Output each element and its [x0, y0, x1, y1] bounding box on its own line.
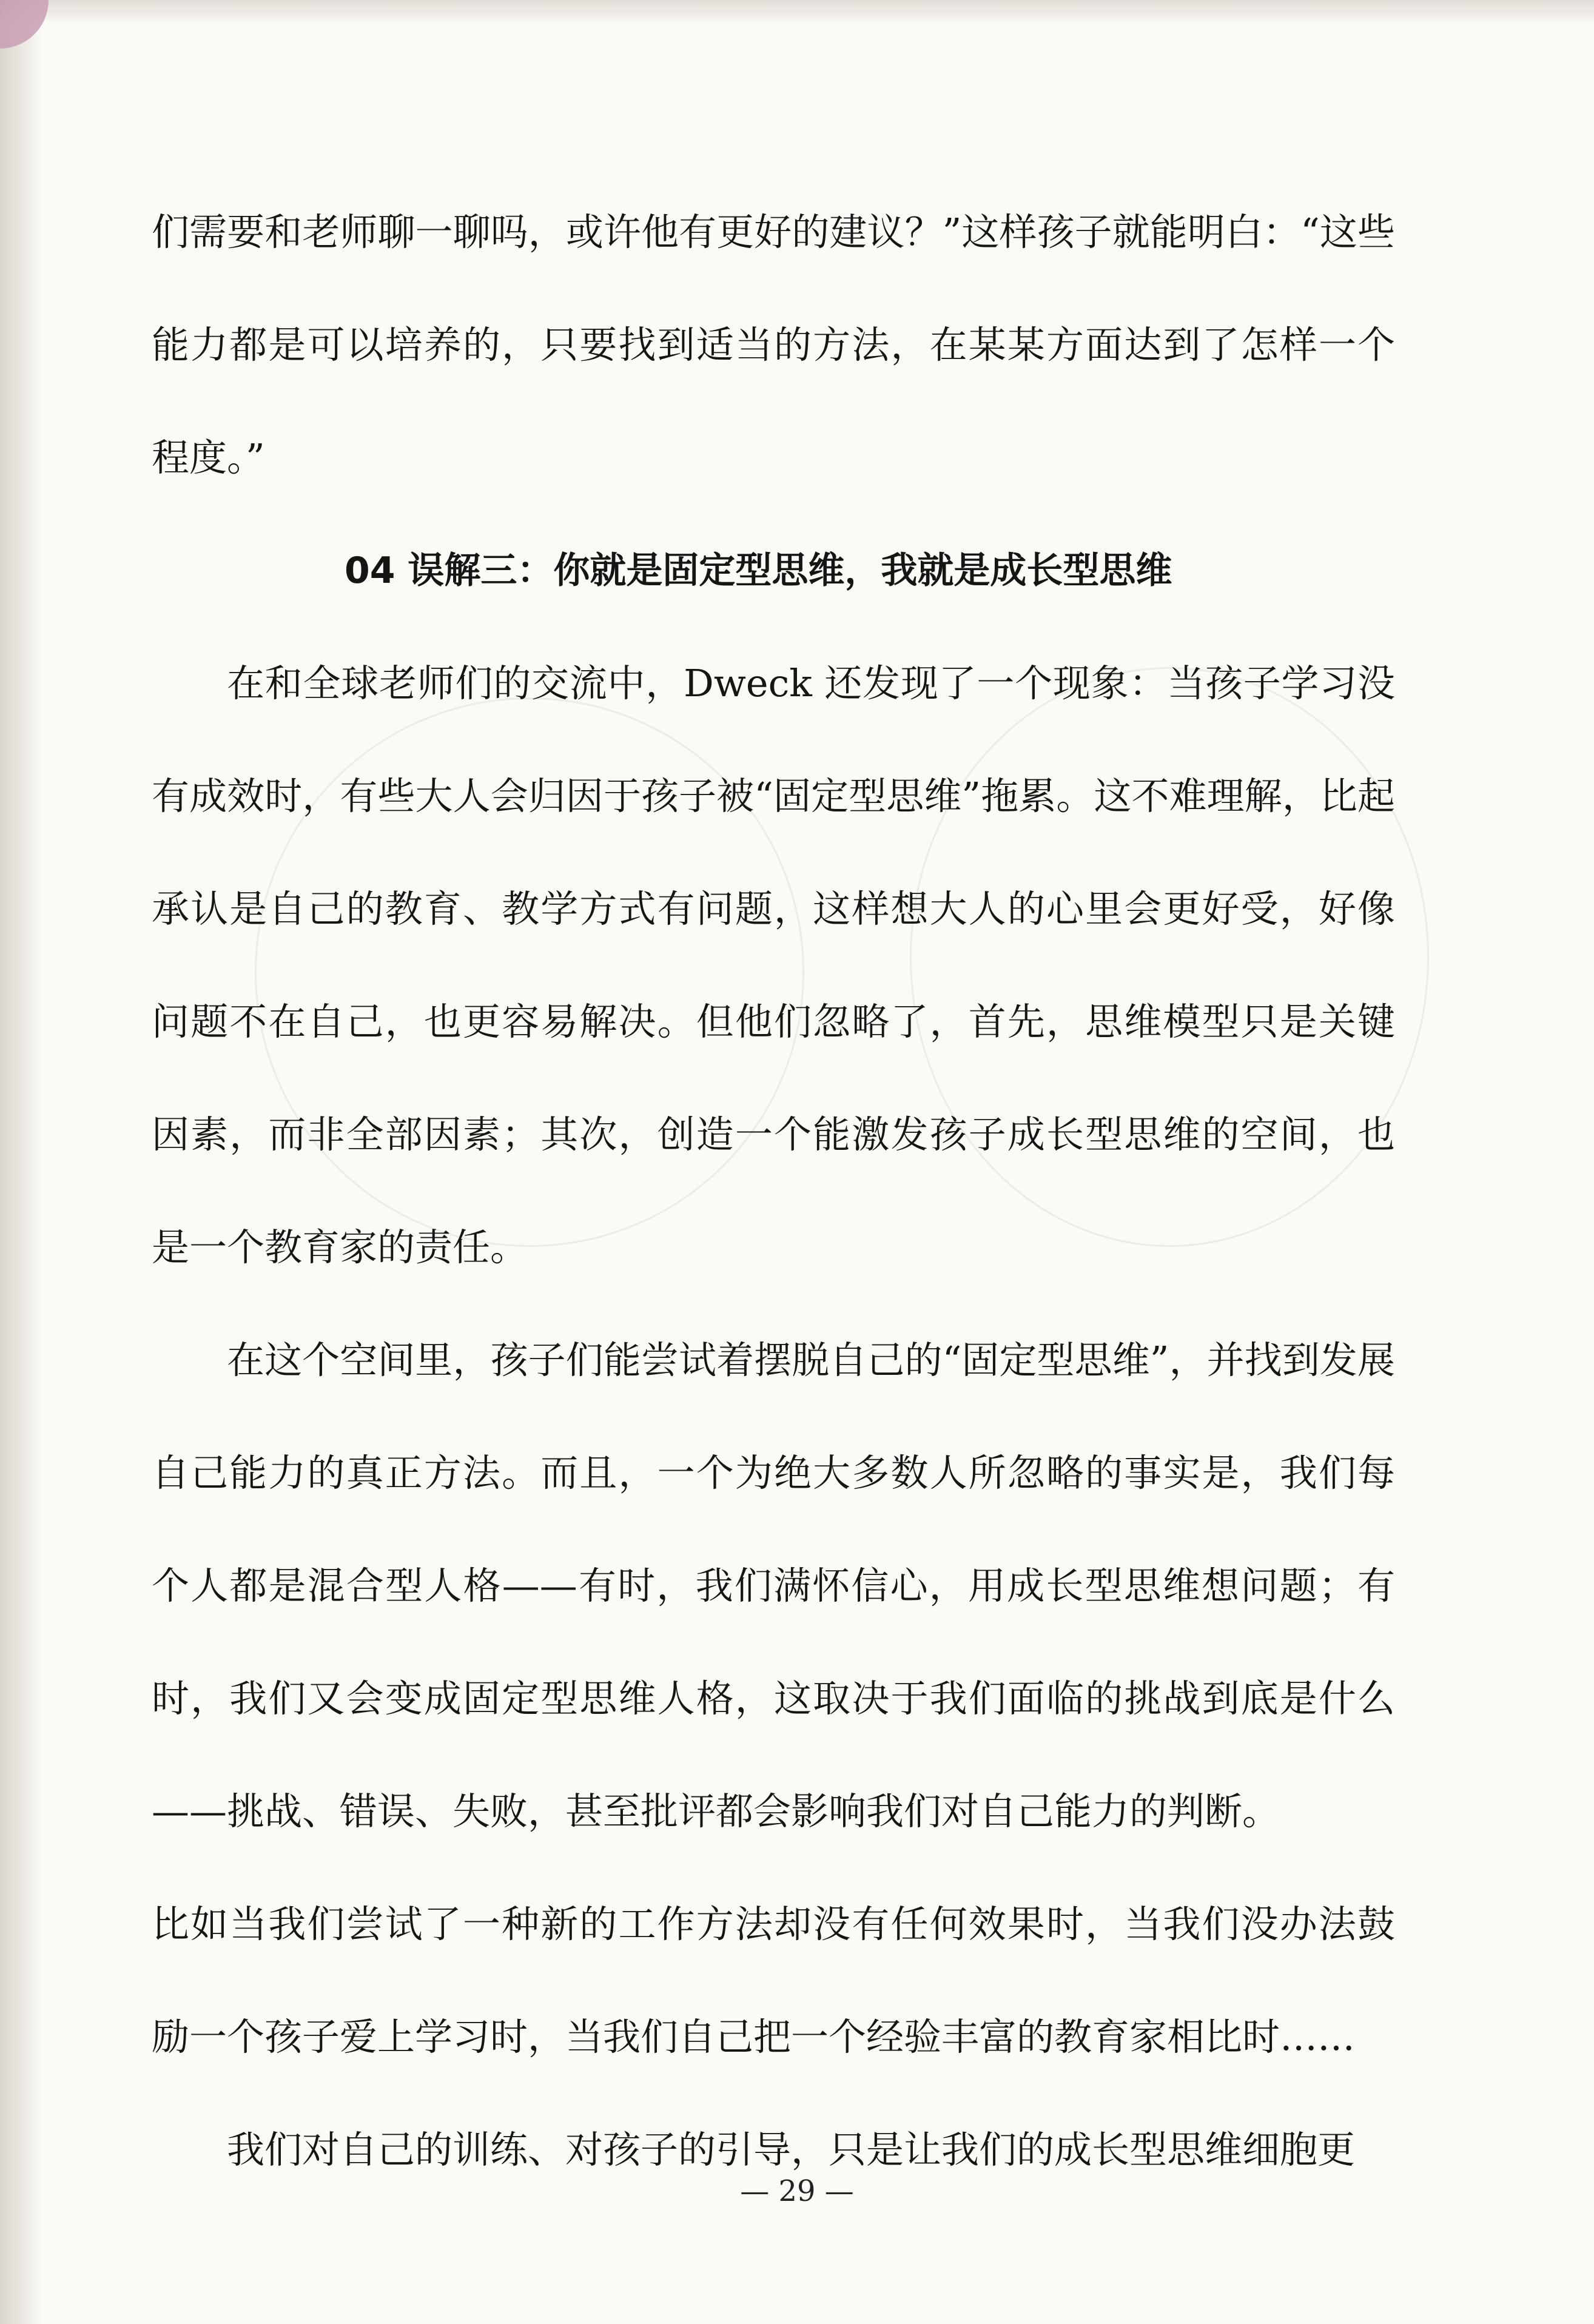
- page-number: — 29 —: [740, 2174, 854, 2208]
- text-line: ——挑战、错误、失败，甚至批评都会影响我们对自己能力的判断。: [152, 1789, 1280, 1833]
- text-line: 在这个空间里，孩子们能尝试着摆脱自己的“固定型思维”，并找到发展: [227, 1338, 1395, 1382]
- text-line: 因素，而非全部因素；其次，创造一个能激发孩子成长型思维的空间，也: [152, 1112, 1395, 1157]
- text-line: 承认是自己的教育、教学方式有问题，这样想大人的心里会更好受，好像: [152, 887, 1395, 931]
- text-line: 时，我们又会变成固定型思维人格，这取决于我们面临的挑战到底是什么: [152, 1676, 1395, 1721]
- text-line: 问题不在自己，也更容易解决。但他们忽略了，首先，思维模型只是关键: [152, 999, 1395, 1044]
- page-edge-shadow-left: [0, 0, 42, 2324]
- page-edge-shadow-top: [0, 0, 1594, 24]
- text-line: 励一个孩子爱上学习时，当我们自己把一个经验丰富的教育家相比时……: [152, 2015, 1356, 2059]
- text-line: 是一个教育家的责任。: [152, 1225, 528, 1269]
- text-line: 在和全球老师们的交流中，Dweck 还发现了一个现象：当孩子学习没: [227, 661, 1395, 705]
- body-text: [152, 176, 1395, 2206]
- text-line: 能力都是可以培养的，只要找到适当的方法，在某某方面达到了怎样一个: [152, 323, 1395, 367]
- text-line: 有成效时，有些大人会归因于孩子被“固定型思维”拖累。这不难理解，比起: [152, 774, 1395, 818]
- text-line: 我们对自己的训练、对孩子的引导，只是让我们的成长型思维细胞更: [227, 2128, 1356, 2172]
- text-line: 自己能力的真正方法。而且，一个为绝大多数人所忽略的事实是，我们每: [152, 1451, 1395, 1495]
- text-line: 们需要和老师聊一聊吗，或许他有更好的建议？”这样孩子就能明白：“这些: [152, 210, 1395, 254]
- text-line: 比如当我们尝试了一种新的工作方法却没有任何效果时，当我们没办法鼓: [152, 1902, 1395, 1946]
- section-heading: 04 误解三：你就是固定型思维，我就是成长型思维: [345, 549, 1172, 592]
- text-line: 个人都是混合型人格——有时，我们满怀信心，用成长型思维想问题；有: [152, 1563, 1395, 1608]
- text-line: 程度。”: [152, 435, 265, 480]
